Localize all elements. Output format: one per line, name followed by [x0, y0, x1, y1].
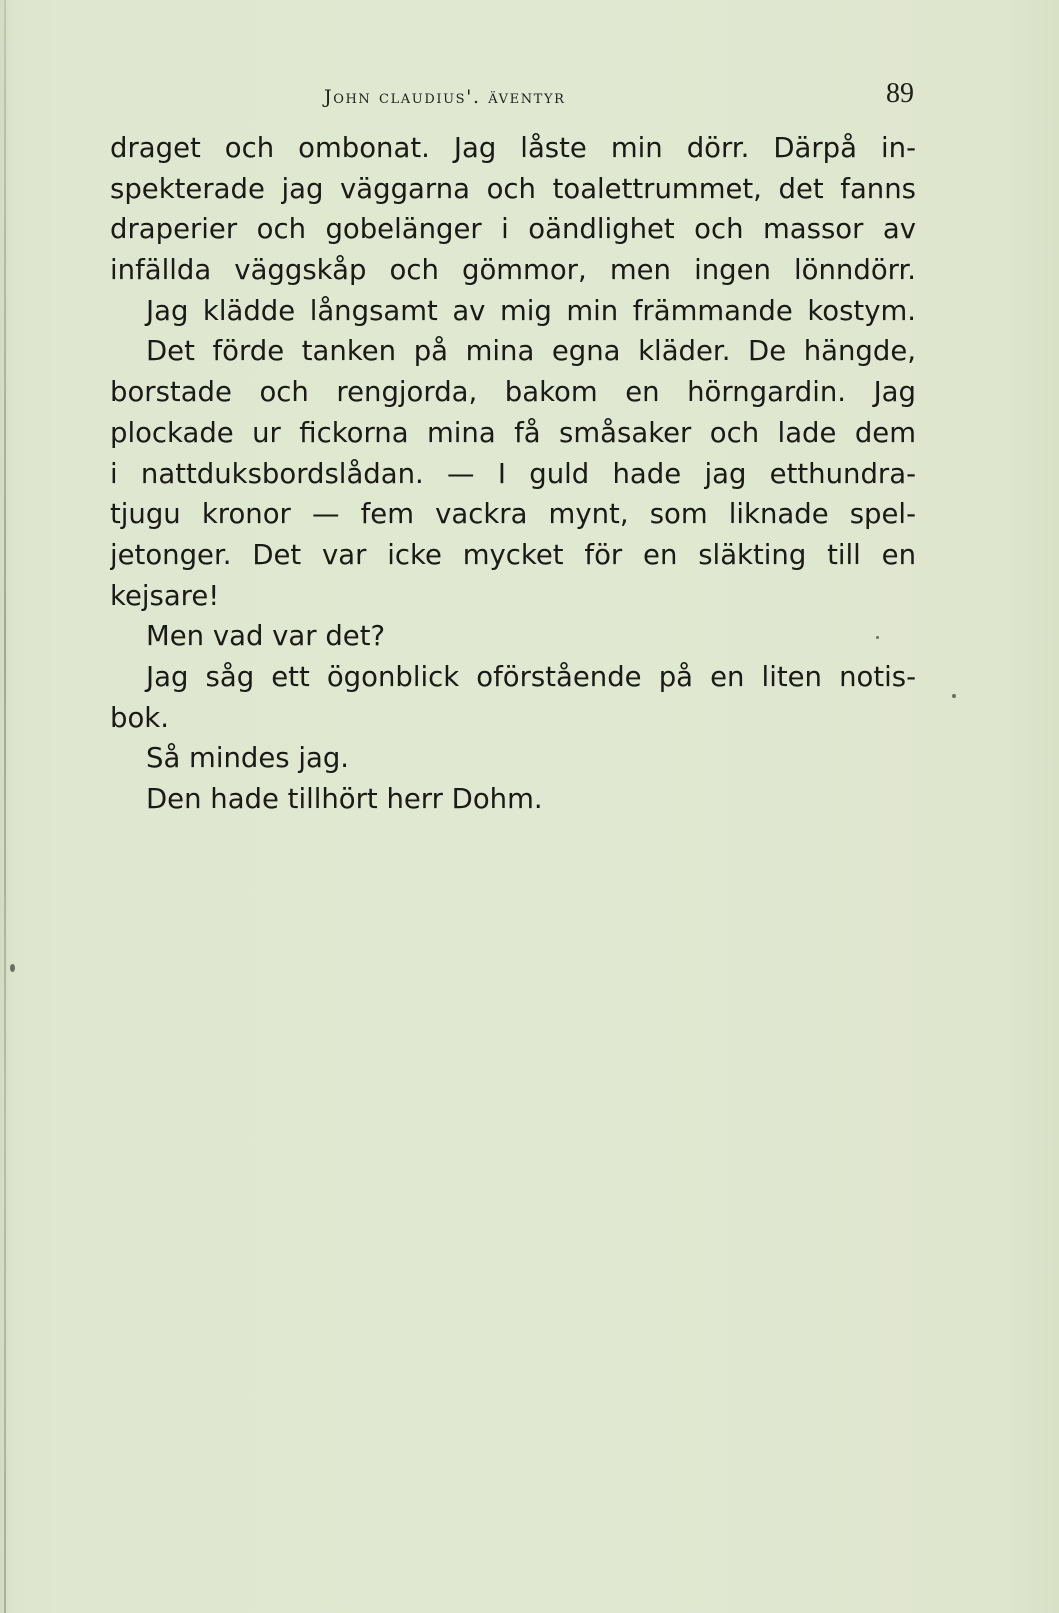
- text-line: draperier och gobelänger i oändlighet och massor av: [110, 213, 916, 246]
- text-line: Jag såg ett ögonblick oförstående på en liten notis-: [146, 660, 916, 693]
- text-line: infällda väggskåp och gömmor, men ingen lönndörr.: [110, 254, 916, 287]
- text-line: spekterade jag väggarna och toalettrummet, det fanns: [110, 172, 916, 205]
- text-line: Så mindes jag.: [146, 742, 350, 775]
- text-line: i nattduksbordslådan. — I guld hade jag etthundra-: [110, 457, 916, 490]
- running-title: John claudius'. äventyr: [324, 86, 566, 108]
- text-line: Men vad var det?: [146, 620, 386, 653]
- paper-speck: [876, 636, 879, 639]
- text-line: Det förde tanken på mina egna kläder. De hängde,: [146, 335, 916, 368]
- text-line: borstade och rengjorda, bakom en hörngardin. Jag: [110, 376, 916, 409]
- text-line: tjugu kronor — fem vackra mynt, som liknade spel-: [110, 498, 916, 531]
- text-line: kejsare!: [110, 579, 220, 612]
- body-text: [110, 128, 916, 820]
- text-line: draget och ombonat. Jag låste min dörr. Därpå in-: [110, 132, 916, 164]
- text-line: bok.: [110, 701, 169, 734]
- page-edge-shadow: [4, 0, 6, 1613]
- text-line: Jag klädde långsamt av mig min främmande kostym.: [146, 294, 916, 327]
- page-number: 89: [886, 78, 914, 109]
- text-line: Den hade tillhört herr Dohm.: [146, 783, 543, 815]
- running-head: [108, 80, 914, 120]
- paper-speck: [952, 694, 956, 698]
- paper-speck: [10, 964, 15, 972]
- text-line: plockade ur fickorna mina få småsaker och lade dem: [110, 416, 916, 449]
- text-line: jetonger. Det var icke mycket för en släkting till en: [110, 538, 916, 571]
